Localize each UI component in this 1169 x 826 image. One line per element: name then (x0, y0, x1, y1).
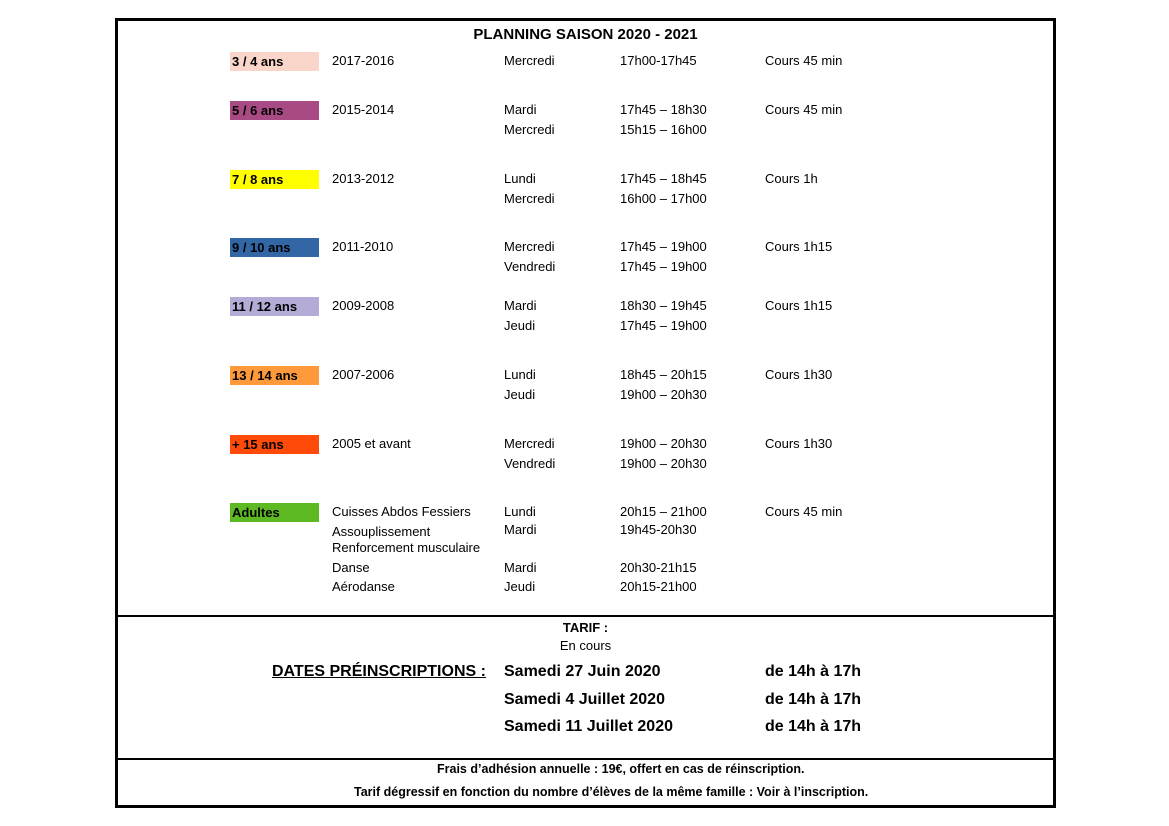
birth-years: 2011-2010 (332, 239, 394, 254)
adult-activity: Assouplissement (332, 524, 431, 539)
session-day: Jeudi (504, 318, 536, 333)
session-day: Lundi (504, 171, 536, 186)
planning-frame (115, 18, 1056, 808)
adult-day: Jeudi (504, 579, 536, 594)
birth-years: 2015-2014 (332, 102, 395, 117)
session-time: 18h45 – 20h15 (620, 367, 707, 382)
age-group-badge: 11 / 12 ans (230, 297, 319, 316)
session-time: 17h45 – 19h00 (620, 259, 707, 274)
session-day: Mercredi (504, 53, 555, 68)
session-time: 18h30 – 19h45 (620, 298, 707, 313)
session-day: Mercredi (504, 191, 555, 206)
preinscription-date: Samedi 11 Juillet 2020 (504, 718, 673, 735)
course-duration: Cours 1h (765, 171, 818, 186)
preinscription-hours: de 14h à 17h (765, 718, 862, 735)
adult-activity: Cuisses Abdos Fessiers (332, 504, 471, 519)
tarif-value: En cours (559, 638, 612, 653)
session-day: Jeudi (504, 387, 536, 402)
adult-day: Mardi (504, 560, 537, 575)
course-duration: Cours 45 min (765, 53, 843, 68)
adult-time: 19h45-20h30 (620, 522, 697, 537)
footer-discount: Tarif dégressif en fonction du nombre d’élèves de la même famille : Voir à l’inscription. (354, 785, 869, 799)
course-duration: Cours 1h30 (765, 436, 833, 451)
adult-time: 20h15 – 21h00 (620, 504, 707, 519)
age-group-badge: 3 / 4 ans (230, 52, 319, 71)
birth-years: 2005 et avant (332, 436, 411, 451)
session-time: 19h00 – 20h30 (620, 456, 707, 471)
session-time: 17h45 – 18h45 (620, 171, 707, 186)
age-group-badge-adults: Adultes (230, 503, 319, 522)
adult-time: 20h15-21h00 (620, 579, 697, 594)
preinscription-date: Samedi 27 Juin 2020 (504, 663, 661, 680)
adult-activity: Danse (332, 560, 370, 575)
course-duration: Cours 1h15 (765, 239, 833, 254)
divider-tarif (115, 615, 1056, 617)
session-time: 16h00 – 17h00 (620, 191, 707, 206)
adult-time: 20h30-21h15 (620, 560, 697, 575)
session-time: 19h00 – 20h30 (620, 387, 707, 402)
session-day: Mardi (504, 102, 537, 117)
session-day: Mercredi (504, 436, 555, 451)
birth-years: 2013-2012 (332, 171, 395, 186)
preinscription-hours: de 14h à 17h (765, 663, 862, 680)
session-time: 17h00-17h45 (620, 53, 697, 68)
tarif-label: TARIF : (562, 620, 609, 635)
birth-years: 2017-2016 (332, 53, 395, 68)
session-day: Vendredi (504, 456, 556, 471)
age-group-badge: 5 / 6 ans (230, 101, 319, 120)
session-time: 17h45 – 18h30 (620, 102, 707, 117)
session-time: 17h45 – 19h00 (620, 239, 707, 254)
session-day: Lundi (504, 367, 536, 382)
session-day: Vendredi (504, 259, 556, 274)
page-title: PLANNING SAISON 2020 - 2021 (473, 26, 698, 43)
age-group-badge: 13 / 14 ans (230, 366, 319, 385)
preinscription-date: Samedi 4 Juillet 2020 (504, 691, 665, 708)
age-group-badge: 7 / 8 ans (230, 170, 319, 189)
session-day: Mercredi (504, 122, 555, 137)
footer-fees: Frais d’adhésion annuelle : 19€, offert en cas de réinscription. (437, 762, 805, 776)
course-duration: Cours 1h30 (765, 367, 833, 382)
age-group-badge: 9 / 10 ans (230, 238, 319, 257)
course-duration: Cours 45 min (765, 102, 843, 117)
adult-day: Mardi (504, 522, 537, 537)
session-day: Mercredi (504, 239, 555, 254)
age-group-badge: + 15 ans (230, 435, 319, 454)
adult-day: Lundi (504, 504, 536, 519)
session-day: Mardi (504, 298, 537, 313)
birth-years: 2007-2006 (332, 367, 395, 382)
adult-duration: Cours 45 min (765, 504, 843, 519)
adult-activity: Aérodanse (332, 579, 395, 594)
preinscriptions-label: DATES PRÉINSCRIPTIONS : (272, 663, 486, 680)
preinscription-hours: de 14h à 17h (765, 691, 862, 708)
session-time: 15h15 – 16h00 (620, 122, 707, 137)
divider-footer (115, 758, 1056, 760)
birth-years: 2009-2008 (332, 298, 395, 313)
adult-activity: Renforcement musculaire (332, 540, 481, 555)
course-duration: Cours 1h15 (765, 298, 833, 313)
session-time: 17h45 – 19h00 (620, 318, 707, 333)
session-time: 19h00 – 20h30 (620, 436, 707, 451)
